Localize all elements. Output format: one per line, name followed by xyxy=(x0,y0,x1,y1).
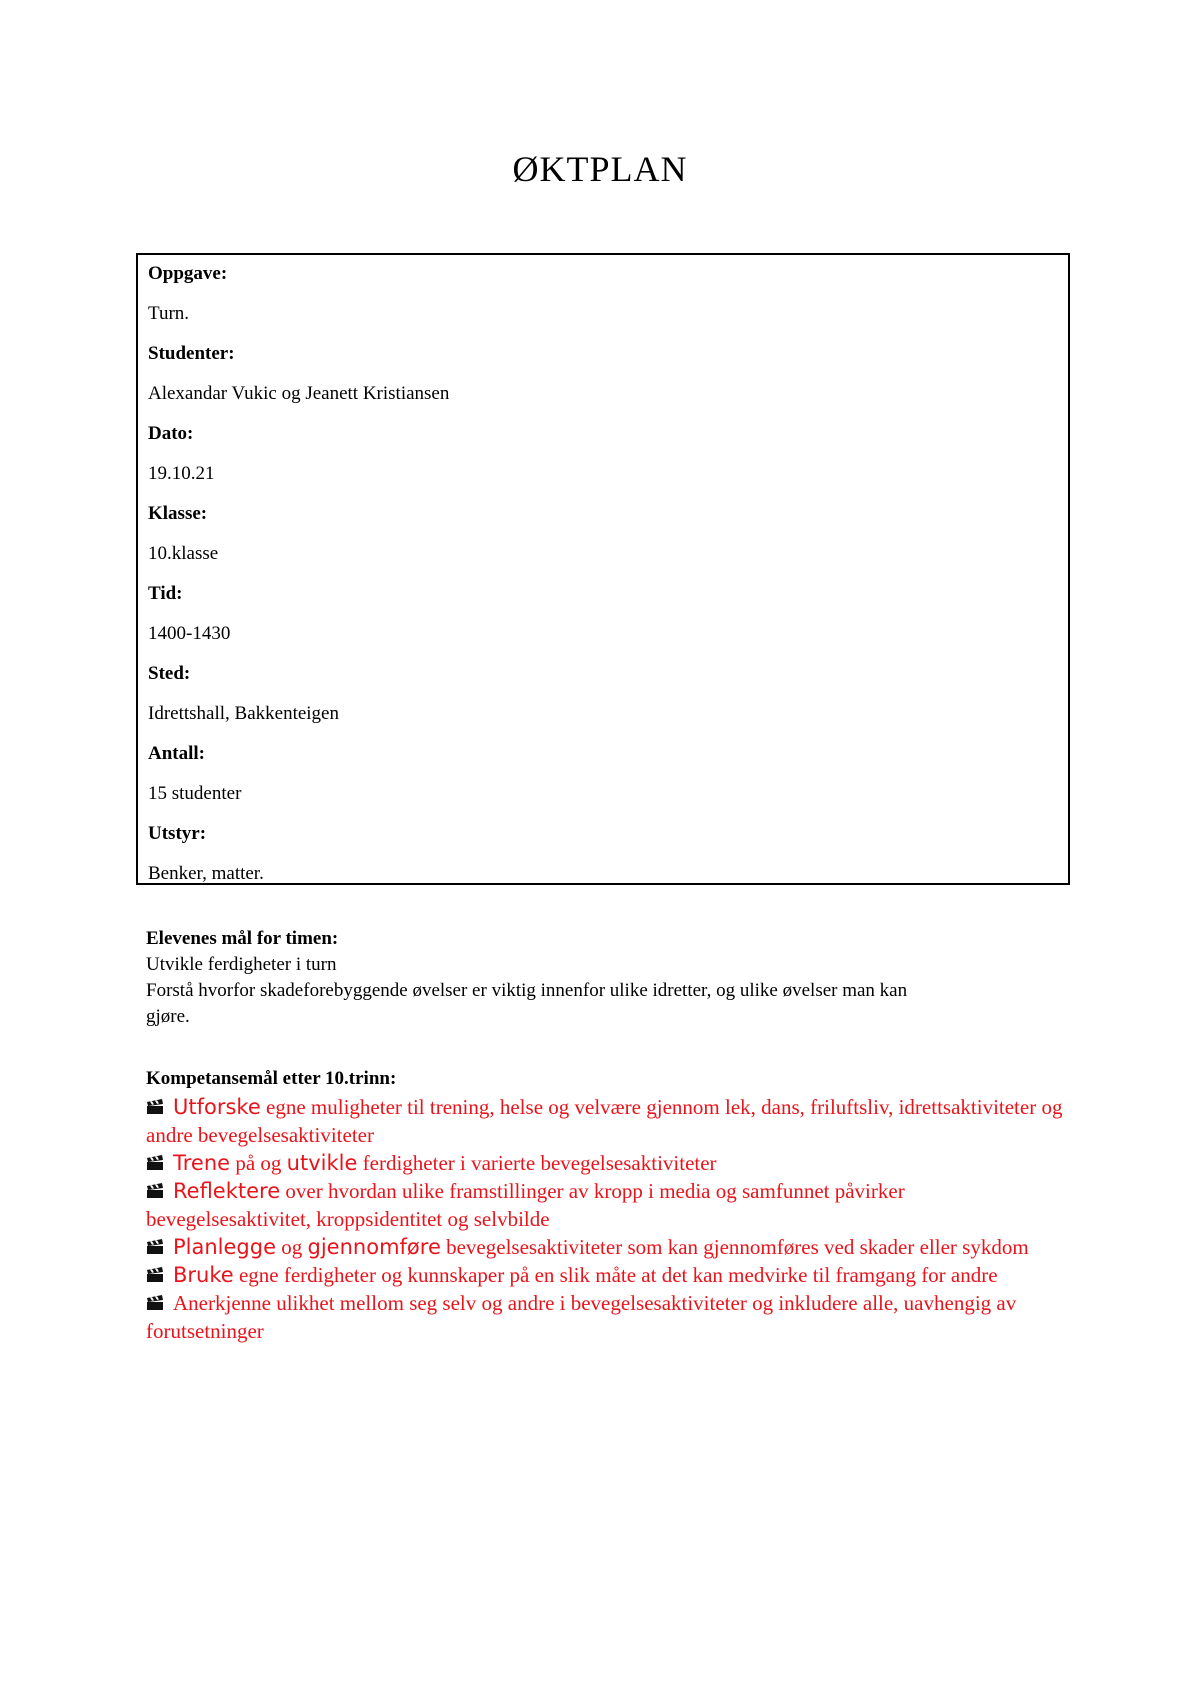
competence-item xyxy=(146,1177,1066,1233)
competence-item xyxy=(146,1233,1066,1261)
clapperboard-icon xyxy=(146,1178,164,1194)
class-label: Klasse: xyxy=(148,503,208,524)
competence-keyword: utvikle xyxy=(286,1151,358,1175)
students-label: Studenter: xyxy=(148,343,235,364)
equipment-value: Benker, matter. xyxy=(148,863,264,884)
clapperboard-icon xyxy=(146,1150,164,1166)
clapperboard-icon xyxy=(146,1290,164,1306)
competence-text: Anerkjenne ulikhet mellom seg selv og andre i bevegelsesaktiviteter og inkludere alle, uavhengig av forutsetninger xyxy=(146,1291,1017,1343)
page-title: ØKTPLAN xyxy=(512,149,688,189)
competence-goals xyxy=(146,1065,1066,1345)
clapperboard-icon xyxy=(146,1094,164,1110)
competence-keyword: Reflektere xyxy=(173,1179,281,1203)
date-value: 19.10.21 xyxy=(148,463,215,484)
goal-line: Forstå hvorfor skadeforebyggende øvelser er viktig innenfor ulike idretter, og ulike øvelser man kan xyxy=(146,980,908,1001)
time-value: 1400-1430 xyxy=(148,623,231,644)
competence-text: ferdigheter i varierte bevegelsesaktiviteter xyxy=(357,1151,717,1175)
competence-text: på og xyxy=(230,1151,287,1175)
task-label: Oppgave: xyxy=(148,263,228,284)
students-value: Alexandar Vukic og Jeanett Kristiansen xyxy=(148,383,450,404)
lesson-goals xyxy=(146,926,1066,1030)
competence-item xyxy=(146,1149,1066,1177)
date-label: Dato: xyxy=(148,423,194,444)
time-label: Tid: xyxy=(148,583,183,604)
competence-keyword: Trene xyxy=(173,1151,231,1175)
competence-text: egne ferdigheter og kunnskaper på en slik måte at det kan medvirke til framgang for andre xyxy=(233,1263,998,1287)
competence-text: over hvordan ulike framstillinger av kropp i media og samfunnet påvirker bevegelsesaktivitet, kroppsidentitet og selvbilde xyxy=(146,1179,905,1231)
competence-text: egne muligheter til trening, helse og velvære gjennom lek, dans, friluftsliv, idrettsaktiviteter og andre bevegelsesaktiviteter xyxy=(146,1095,1063,1147)
info-box xyxy=(136,253,1070,885)
competence-list xyxy=(146,1093,1066,1345)
competence-item xyxy=(146,1261,1066,1289)
competence-text: og xyxy=(276,1235,308,1259)
count-label: Antall: xyxy=(148,743,205,764)
count-value: 15 studenter xyxy=(148,783,242,804)
class-value: 10.klasse xyxy=(148,543,219,564)
goal-line: gjøre. xyxy=(146,1006,190,1027)
task-value: Turn. xyxy=(148,303,190,324)
competence-keyword: Planlegge xyxy=(173,1235,277,1259)
equipment-label: Utstyr: xyxy=(148,823,207,844)
competence-item xyxy=(146,1093,1066,1149)
goal-line: Utvikle ferdigheter i turn xyxy=(146,954,337,975)
clapperboard-icon xyxy=(146,1234,164,1250)
place-value: Idrettshall, Bakkenteigen xyxy=(148,703,339,724)
place-label: Sted: xyxy=(148,663,191,684)
competence-text: bevegelsesaktiviteter som kan gjennomføres ved skader eller sykdom xyxy=(440,1235,1029,1259)
competence-heading: Kompetansemål etter 10.trinn: xyxy=(146,1068,397,1089)
competence-item xyxy=(146,1289,1066,1345)
competence-keyword: Bruke xyxy=(173,1263,234,1287)
competence-keyword: gjennomføre xyxy=(307,1235,441,1259)
goals-heading: Elevenes mål for timen: xyxy=(146,928,339,949)
competence-keyword: Utforske xyxy=(173,1095,261,1119)
clapperboard-icon xyxy=(146,1262,164,1278)
